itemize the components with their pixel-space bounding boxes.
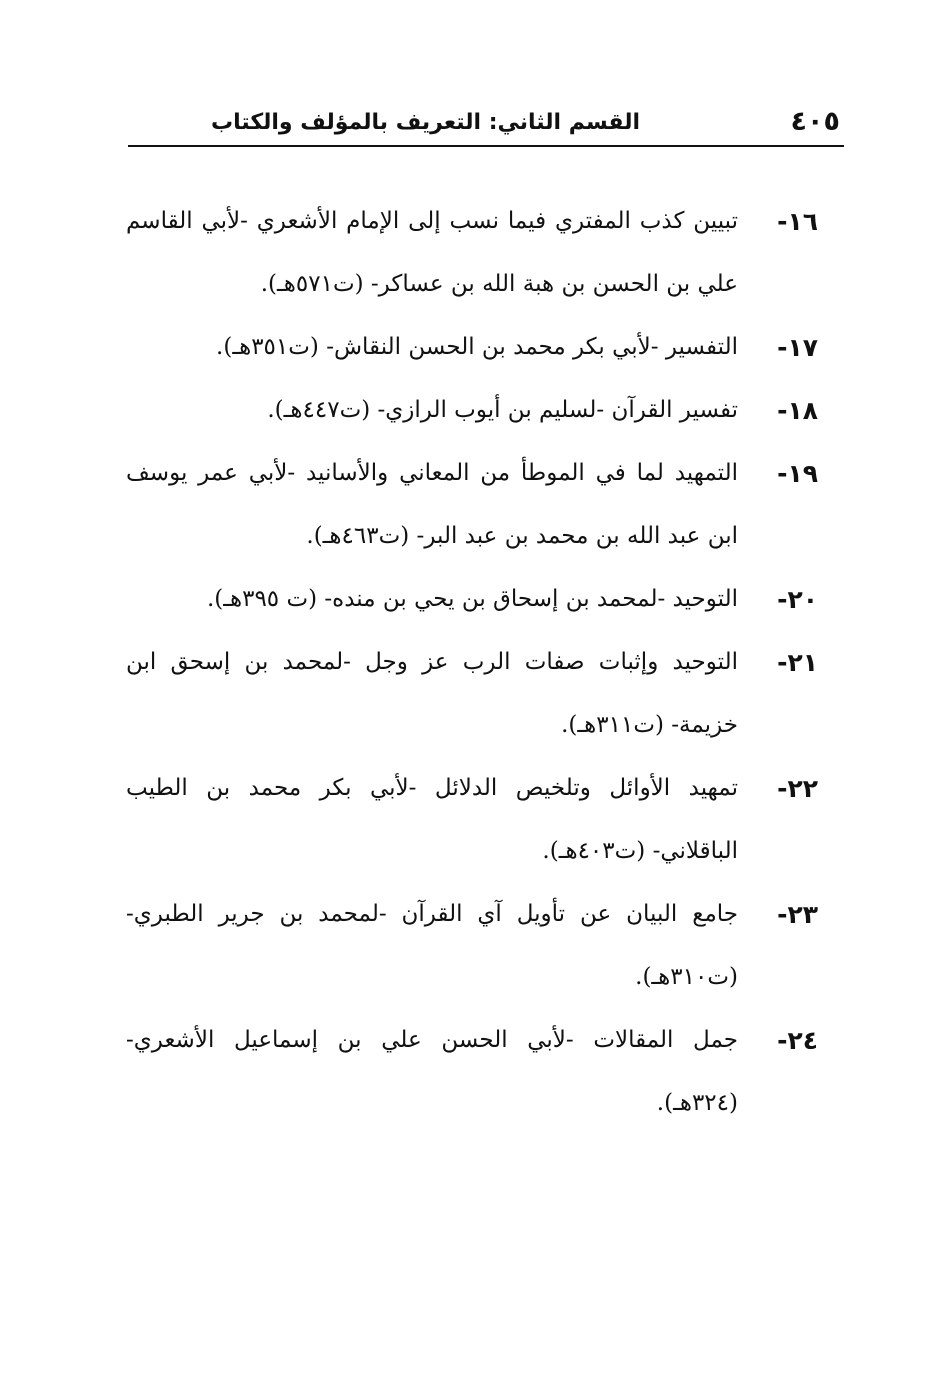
- list-item: [126, 379, 818, 442]
- entry-text: جمل المقالات -لأبي الحسن علي بن إسماعيل الأشعري- (٣٢٤هـ).: [126, 1027, 738, 1116]
- list-item: [126, 631, 818, 757]
- list-item: [126, 757, 818, 883]
- entry-number: ٢٠-: [777, 585, 818, 614]
- list-item: [126, 442, 818, 568]
- entry-number: ١٦-: [777, 207, 818, 236]
- list-item: [126, 568, 818, 631]
- entry-number: ٢١-: [777, 648, 818, 677]
- page-number: ٤٠٥: [790, 106, 840, 137]
- entry-text: تفسير القرآن -لسليم بن أيوب الرازي- (ت٤٤٧هـ).: [267, 397, 738, 423]
- entry-number: ١٩-: [777, 459, 818, 488]
- entry-number: ١٧-: [777, 333, 818, 362]
- list-item: [126, 316, 818, 379]
- list-item: [126, 1009, 818, 1135]
- bibliography-list: [126, 190, 818, 1135]
- list-item: [126, 190, 818, 316]
- entry-text: تمهيد الأوائل وتلخيص الدلائل -لأبي بكر محمد بن الطيب الباقلاني- (ت٤٠٣هـ).: [126, 775, 738, 864]
- running-title: القسم الثاني: التعريف بالمؤلف والكتاب: [210, 110, 640, 135]
- entry-number: ٢٣-: [777, 900, 818, 929]
- entry-number: ٢٢-: [777, 774, 818, 803]
- page-header: [128, 106, 840, 144]
- entry-text: جامع البيان عن تأويل آي القرآن -لمحمد بن جرير الطبري- (ت٣١٠هـ).: [126, 901, 738, 990]
- list-item: [126, 883, 818, 1009]
- entry-number: ٢٤-: [777, 1026, 818, 1055]
- entry-text: التمهيد لما في الموطأ من المعاني والأسانيد -لأبي عمر يوسف ابن عبد الله بن محمد بن عبد البر- (ت٤٦٣هـ).: [126, 460, 738, 549]
- entry-text: التفسير -لأبي بكر محمد بن الحسن النقاش- (ت٣٥١هـ).: [216, 334, 738, 360]
- header-rule: [128, 145, 844, 147]
- entry-text: التوحيد وإثبات صفات الرب عز وجل -لمحمد بن إسحق ابن خزيمة- (ت٣١١هـ).: [126, 649, 738, 738]
- entry-text: التوحيد -لمحمد بن إسحاق بن يحي بن منده- (ت ٣٩٥هـ).: [206, 586, 738, 612]
- entry-text: تبيين كذب المفتري فيما نسب إلى الإمام الأشعري -لأبي القاسم علي بن الحسن بن هبة الله بن عساكر- (ت٥٧١هـ).: [126, 208, 738, 297]
- entry-number: ١٨-: [777, 396, 818, 425]
